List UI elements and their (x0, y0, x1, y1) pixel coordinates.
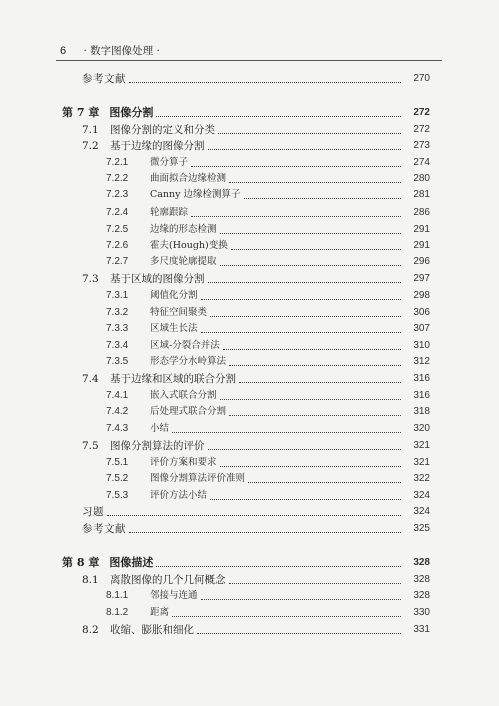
toc-entry-references-ch7[interactable]: 参考文献 325 (82, 523, 430, 535)
toc-section-7-2[interactable]: 7.2 基于边缘的图像分割 273 (82, 140, 430, 152)
toc-subsection-7-2-3[interactable]: 7.2.3 Canny 边缘检测算子 281 (106, 189, 430, 200)
dot-leader (218, 133, 401, 134)
toc-subsection-7-2-6[interactable]: 7.2.6 霍夫(Hough)变换 291 (106, 240, 430, 251)
dot-leader (210, 499, 401, 500)
toc-subsection-7-2-2[interactable]: 7.2.2 曲面拟合边缘检测 280 (106, 173, 430, 184)
toc-subsection-7-2-7[interactable]: 7.2.7 多尺度轮廓提取 296 (106, 256, 430, 267)
toc-entry-references[interactable]: 参考文献 270 (82, 73, 430, 85)
dot-leader (172, 616, 401, 617)
dot-leader (191, 166, 401, 167)
dot-leader (210, 316, 401, 317)
dot-leader (229, 415, 401, 416)
dot-leader (239, 382, 401, 383)
toc-subsection-8-1-2[interactable]: 8.1.2 距离 330 (106, 607, 430, 618)
toc-subsection-8-1-1[interactable]: 8.1.1 邻接与连通 328 (106, 590, 430, 601)
dot-leader (156, 566, 401, 567)
dot-leader (208, 149, 402, 150)
book-title: · 数字图像处理 · (83, 45, 160, 57)
toc-section-8-1[interactable]: 8.1 离散图像的几个几何概念 328 (82, 574, 430, 586)
dot-leader (208, 282, 402, 283)
dot-leader (229, 182, 401, 183)
dot-leader (156, 116, 401, 117)
toc-subsection-7-3-3[interactable]: 7.3.3 区域生长法 307 (106, 323, 430, 334)
dot-leader (201, 332, 401, 333)
toc-subsection-7-2-1[interactable]: 7.2.1 微分算子 274 (106, 157, 430, 168)
toc-section-7-4[interactable]: 7.4 基于边缘和区域的联合分割 316 (82, 373, 430, 385)
toc-subsection-7-2-4[interactable]: 7.2.4 轮廓跟踪 286 (106, 207, 430, 218)
toc-subsection-7-5-3[interactable]: 7.5.3 评价方法小结 324 (106, 490, 430, 501)
toc-subsection-7-4-1[interactable]: 7.4.1 嵌入式联合分割 316 (106, 390, 430, 401)
dot-leader (231, 249, 401, 250)
dot-leader (191, 216, 401, 217)
toc-subsection-7-5-2[interactable]: 7.5.2 图像分割算法评价准则 322 (106, 473, 430, 484)
toc-subsection-7-3-1[interactable]: 7.3.1 阈值化分割 298 (106, 290, 430, 301)
toc-subsection-7-3-4[interactable]: 7.3.4 区域-分裂合并法 310 (106, 340, 430, 351)
dot-leader (107, 515, 401, 516)
dot-leader (129, 82, 401, 83)
dot-leader (220, 466, 401, 467)
toc-subsection-7-3-5[interactable]: 7.3.5 形态学分水岭算法 312 (106, 356, 430, 367)
dot-leader (201, 599, 401, 600)
toc-entry-exercises[interactable]: 习题 324 (82, 506, 430, 518)
toc-section-8-2[interactable]: 8.2 收缩、膨胀和细化 331 (82, 624, 430, 636)
dot-leader (223, 349, 401, 350)
dot-leader (172, 432, 401, 433)
dot-leader (244, 198, 401, 199)
page-number: 6 (60, 45, 67, 57)
dot-leader (208, 449, 402, 450)
toc-subsection-7-5-1[interactable]: 7.5.1 评价方案和要求 321 (106, 457, 430, 468)
toc-chapter-7[interactable]: 第 7 章 图像分割 272 (62, 106, 430, 119)
dot-leader (201, 299, 401, 300)
toc-chapter-8[interactable]: 第 8 章 图像描述 328 (62, 556, 430, 569)
dot-leader (229, 583, 402, 584)
dot-leader (248, 482, 401, 483)
toc-subsection-7-4-3[interactable]: 7.4.3 小结 320 (106, 423, 430, 434)
dot-leader (129, 532, 401, 533)
dot-leader (220, 399, 401, 400)
dot-leader (220, 233, 401, 234)
toc-subsection-7-3-2[interactable]: 7.3.2 特征空间聚类 306 (106, 307, 430, 318)
toc-section-7-5[interactable]: 7.5 图像分割算法的评价 321 (82, 440, 430, 452)
toc-subsection-7-2-5[interactable]: 7.2.5 边缘的形态检测 291 (106, 224, 430, 235)
toc-section-7-1[interactable]: 7.1 图像分割的定义和分类 272 (82, 124, 430, 136)
dot-leader (229, 365, 401, 366)
dot-leader (197, 633, 401, 634)
toc-section-7-3[interactable]: 7.3 基于区域的图像分割 297 (82, 273, 430, 285)
toc-subsection-7-4-2[interactable]: 7.4.2 后处理式联合分割 318 (106, 406, 430, 417)
dot-leader (220, 265, 401, 266)
